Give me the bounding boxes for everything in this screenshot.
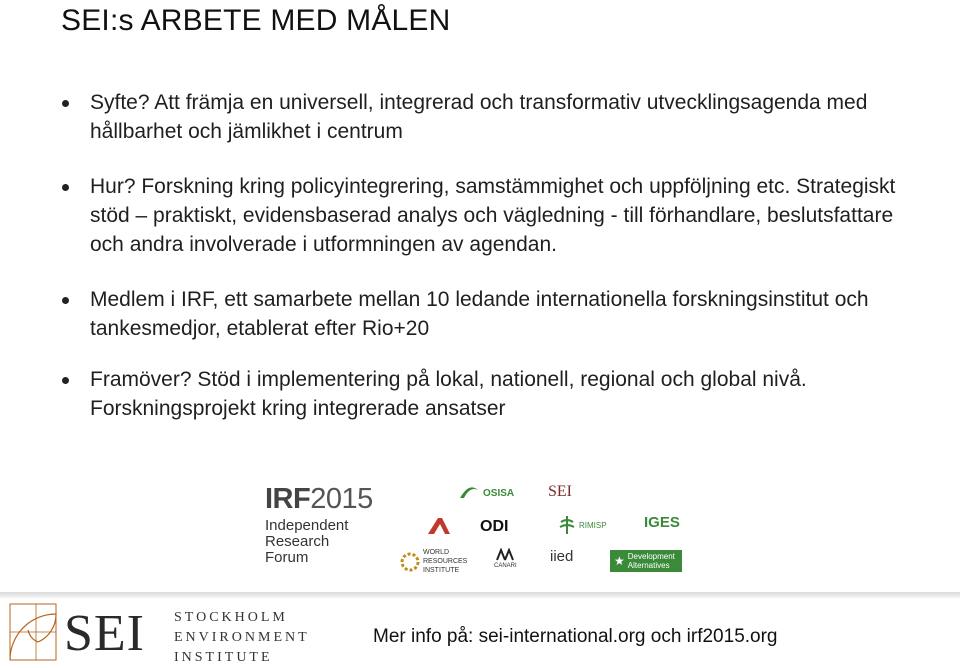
irf2015-logo: IRF2015 Independent Research Forum: [265, 483, 373, 566]
bullet-item: [62, 365, 902, 423]
bullet-item: [62, 285, 902, 343]
more-info-text: Mer info på: sei-international.org och irf2015.org: [373, 626, 778, 647]
development-alternatives-logo: ★ Development Alternatives: [610, 550, 682, 572]
bullet-dot-icon: [62, 184, 69, 191]
bullet-dot-icon: [62, 297, 69, 304]
golden-spiral-icon: [8, 602, 58, 662]
bullet-item: [62, 88, 902, 146]
rimisp-logo: RIMISP: [558, 514, 607, 536]
footer-divider: [0, 592, 960, 598]
wri-logo: WORLD RESOURCES INSTITUTE: [400, 548, 468, 575]
bullet-list: [62, 88, 902, 450]
partner-logos: [258, 478, 698, 578]
sei-small-logo: SEI: [548, 483, 572, 500]
iges-logo: IGES: [644, 514, 680, 531]
bullet-text: Framöver? Stöd i implementering på lokal, nationell, regional och global nivå. Forskningsprojekt kring integrerade ansatser: [90, 368, 807, 420]
iied-logo: iied: [550, 548, 574, 565]
bullet-dot-icon: [62, 377, 69, 384]
bullet-text: Hur? Forskning kring policyintegrering, samstämmighet och uppföljning etc. Strategiskt stöd – praktiskt, evidensbaserad analys och vägledning - till förhandlare, beslutsfattare och andra involverade i utformningen av agendan.: [90, 175, 896, 256]
star-icon: ★: [614, 554, 625, 568]
a-logo: [426, 516, 452, 536]
bullet-item: [62, 172, 902, 259]
sei-footer-logo: SEI STOCKHOLM ENVIRONMENT INSTITUTE: [8, 600, 308, 666]
page-title: SEI:s ARBETE MED MÅLEN: [61, 4, 451, 37]
canari-logo: CANARI: [494, 548, 517, 569]
bullet-dot-icon: [62, 100, 69, 107]
bullet-text: Medlem i IRF, ett samarbete mellan 10 ledande internationella forskningsinstitut och tankesmedjor, etablerat efter Rio+20: [90, 288, 869, 340]
bullet-text: Syfte? Att främja en universell, integrerad och transformativ utvecklingsagenda med hållbarhet och jämlikhet i centrum: [90, 91, 868, 143]
osisa-logo: OSISA: [458, 484, 514, 502]
odi-logo: ODI: [480, 518, 509, 535]
sei-name: STOCKHOLM ENVIRONMENT INSTITUTE: [174, 610, 310, 665]
